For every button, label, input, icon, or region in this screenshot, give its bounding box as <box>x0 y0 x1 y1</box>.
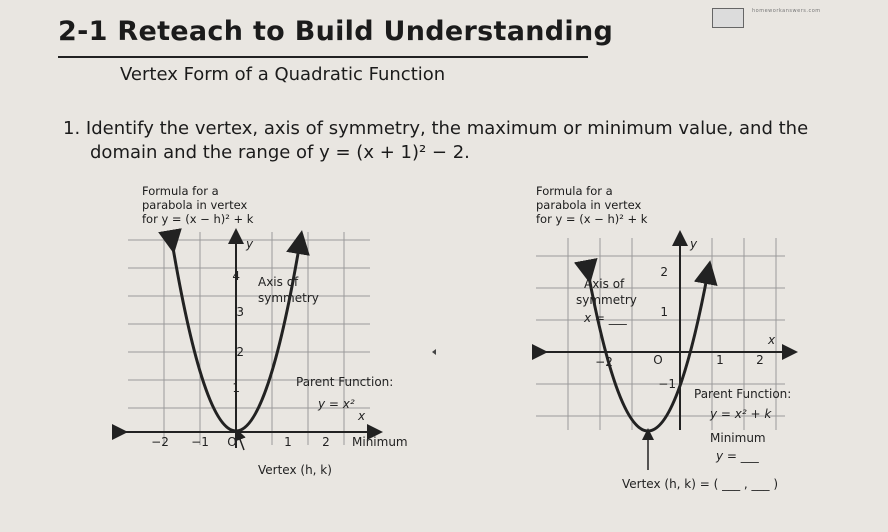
logo-text: homeworkanswers.com <box>752 8 821 14</box>
left-y-label: y <box>246 237 254 251</box>
right-graph <box>536 237 791 491</box>
page-title: 2-1 Reteach to Build Understanding <box>58 16 614 47</box>
right-parent-eq: y = x² + k <box>710 407 772 421</box>
right-x-tick: −2 <box>595 355 613 369</box>
right-vertex-label: Vertex (h, k) = ( ___ , ___ ) <box>622 477 779 491</box>
left-vertex-pointer <box>238 434 244 450</box>
page-subtitle: Vertex Form of a Quadratic Function <box>120 64 446 85</box>
right-x-tick: 1 <box>716 353 724 367</box>
left-vertex-label: Vertex (h, k) <box>258 463 332 477</box>
right-x-tick: O <box>653 353 663 367</box>
left-graph <box>120 232 408 477</box>
left-x-label: x <box>358 409 366 423</box>
right-y-tick: 1 <box>660 305 668 319</box>
left-parent-eq: y = x² <box>318 397 355 411</box>
left-y-tick: 1 <box>232 381 240 395</box>
right-x-label: x <box>768 333 776 347</box>
left-parent-label: Parent Function: <box>296 375 394 389</box>
left-y-tick: 3 <box>236 305 244 319</box>
right-caption-line: parabola in vertex <box>536 198 642 212</box>
left-y-tick: 4 <box>232 269 240 283</box>
question-line-2: domain and the range of y = (x + 1)² − 2. <box>90 142 470 163</box>
left-x-tick: 2 <box>322 435 330 449</box>
left-x-tick: −1 <box>191 435 209 449</box>
left-caption-line: Formula for a <box>142 184 219 198</box>
right-min-label: Minimum <box>710 431 766 445</box>
right-y-label: y <box>690 237 698 251</box>
question-line-1: 1. Identify the vertex, axis of symmetry, the maximum or minimum value, and the <box>63 118 809 139</box>
left-grid <box>128 232 370 445</box>
right-caption-line: Formula for a <box>536 184 613 198</box>
right-y-tick: −1 <box>658 377 676 391</box>
left-x-tick: −2 <box>151 435 169 449</box>
stray-mark <box>432 349 436 355</box>
left-axis-label: Axis of <box>258 275 299 289</box>
left-x-tick: 1 <box>284 435 292 449</box>
right-axis-label: symmetry <box>576 293 637 307</box>
left-axis-label: symmetry <box>258 291 319 305</box>
right-y-tick: 2 <box>660 265 668 279</box>
left-min-label: Minimum <box>352 435 408 449</box>
right-min-eq: y = ___ <box>716 449 759 463</box>
left-caption-line: parabola in vertex <box>142 198 248 212</box>
right-caption-line: for y = (x − h)² + k <box>536 212 648 226</box>
left-x-tick: O <box>227 435 237 449</box>
right-parent-label: Parent Function: <box>694 387 792 401</box>
left-y-tick: 2 <box>236 345 244 359</box>
right-axis-label: x = ___ <box>584 311 627 325</box>
right-x-tick: 2 <box>756 353 764 367</box>
right-axis-label: Axis of <box>584 277 625 291</box>
left-caption-line: for y = (x − h)² + k <box>142 212 254 226</box>
